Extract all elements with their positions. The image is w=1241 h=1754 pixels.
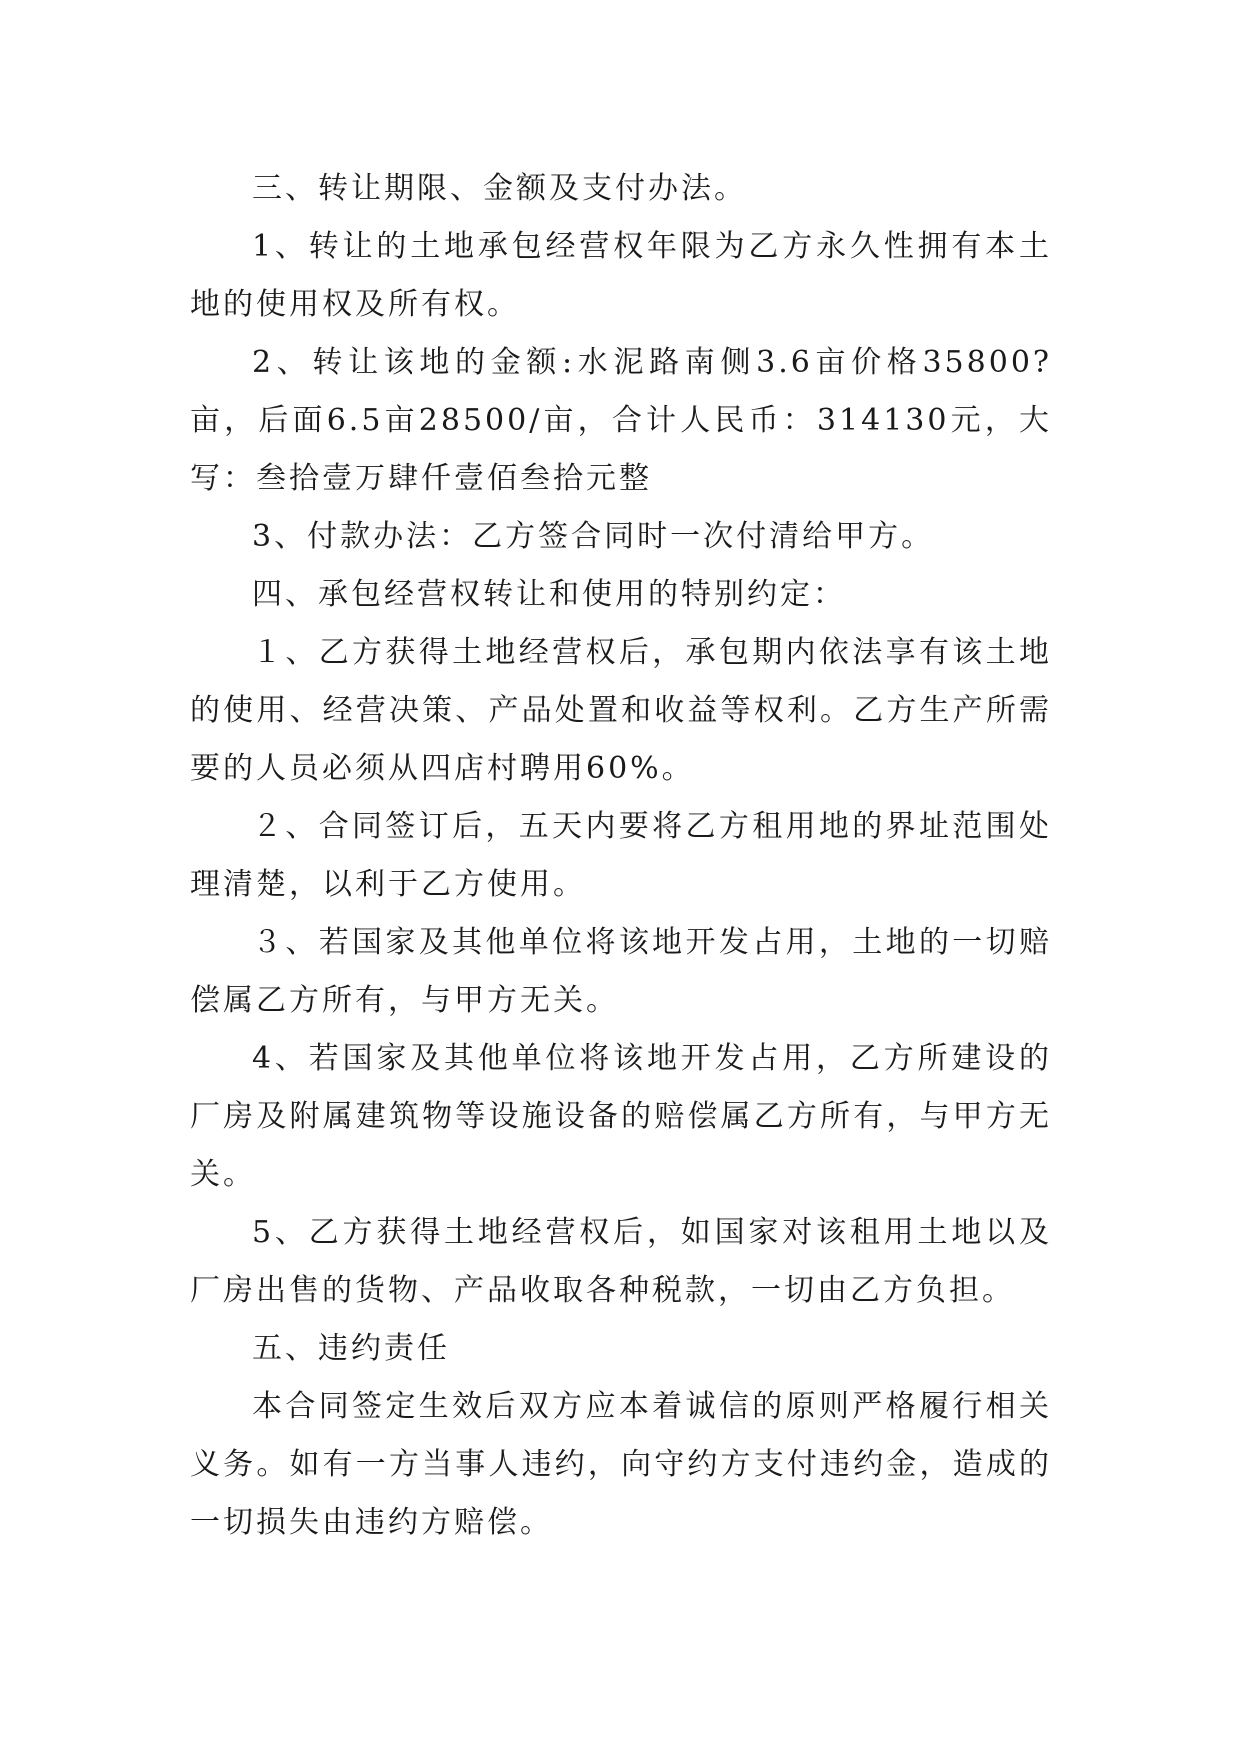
clause-boundary: ２、合同签订后，五天内要将乙方租用地的界址范围处理清楚，以利于乙方使用。 (190, 809, 1052, 902)
clause-taxes: 5、乙方获得土地经营权后，如国家对该租用土地以及厂房出售的货物、产品收取各种税款，一切由乙方负担。 (190, 1215, 1052, 1308)
clause-building-compensation: 4、若国家及其他单位将该地开发占用，乙方所建设的厂房及附属建筑物等设施设备的赔偿属乙方所有，与甲方无关。 (190, 1041, 1052, 1192)
clause-transfer-period: 1、转让的土地承包经营权年限为乙方永久性拥有本土地的使用权及所有权。 (190, 229, 1052, 322)
section-heading-special-agreements: 四、承包经营权转让和使用的特别约定： (252, 577, 846, 612)
section-heading-breach: 五、违约责任 (252, 1331, 450, 1366)
clause-land-rights: １、乙方获得土地经营权后，承包期内依法享有该土地的使用、经营决策、产品处置和收益等权利。乙方生产所需要的人员必须从四店村聘用60%。 (190, 635, 1052, 786)
clause-land-compensation: ３、若国家及其他单位将该地开发占用，土地的一切赔偿属乙方所有，与甲方无关。 (190, 925, 1052, 1018)
clause-breach-liability: 本合同签定生效后双方应本着诚信的原则严格履行相关义务。如有一方当事人违约，向守约方支付违约金，造成的一切损失由违约方赔偿。 (190, 1389, 1052, 1540)
clause-transfer-amount: 2、转让该地的金额:水泥路南侧3.6亩价格35800?亩，后面6.5亩28500/亩，合计人民币：314130元，大写：叁拾壹万肆仟壹佰叁拾元整 (190, 345, 1052, 496)
clause-payment-method: 3、付款办法：乙方签合同时一次付清给甲方。 (252, 519, 935, 554)
section-heading-transfer-terms: 三、转让期限、金额及支付办法。 (252, 171, 747, 206)
document-body (190, 160, 1052, 1552)
